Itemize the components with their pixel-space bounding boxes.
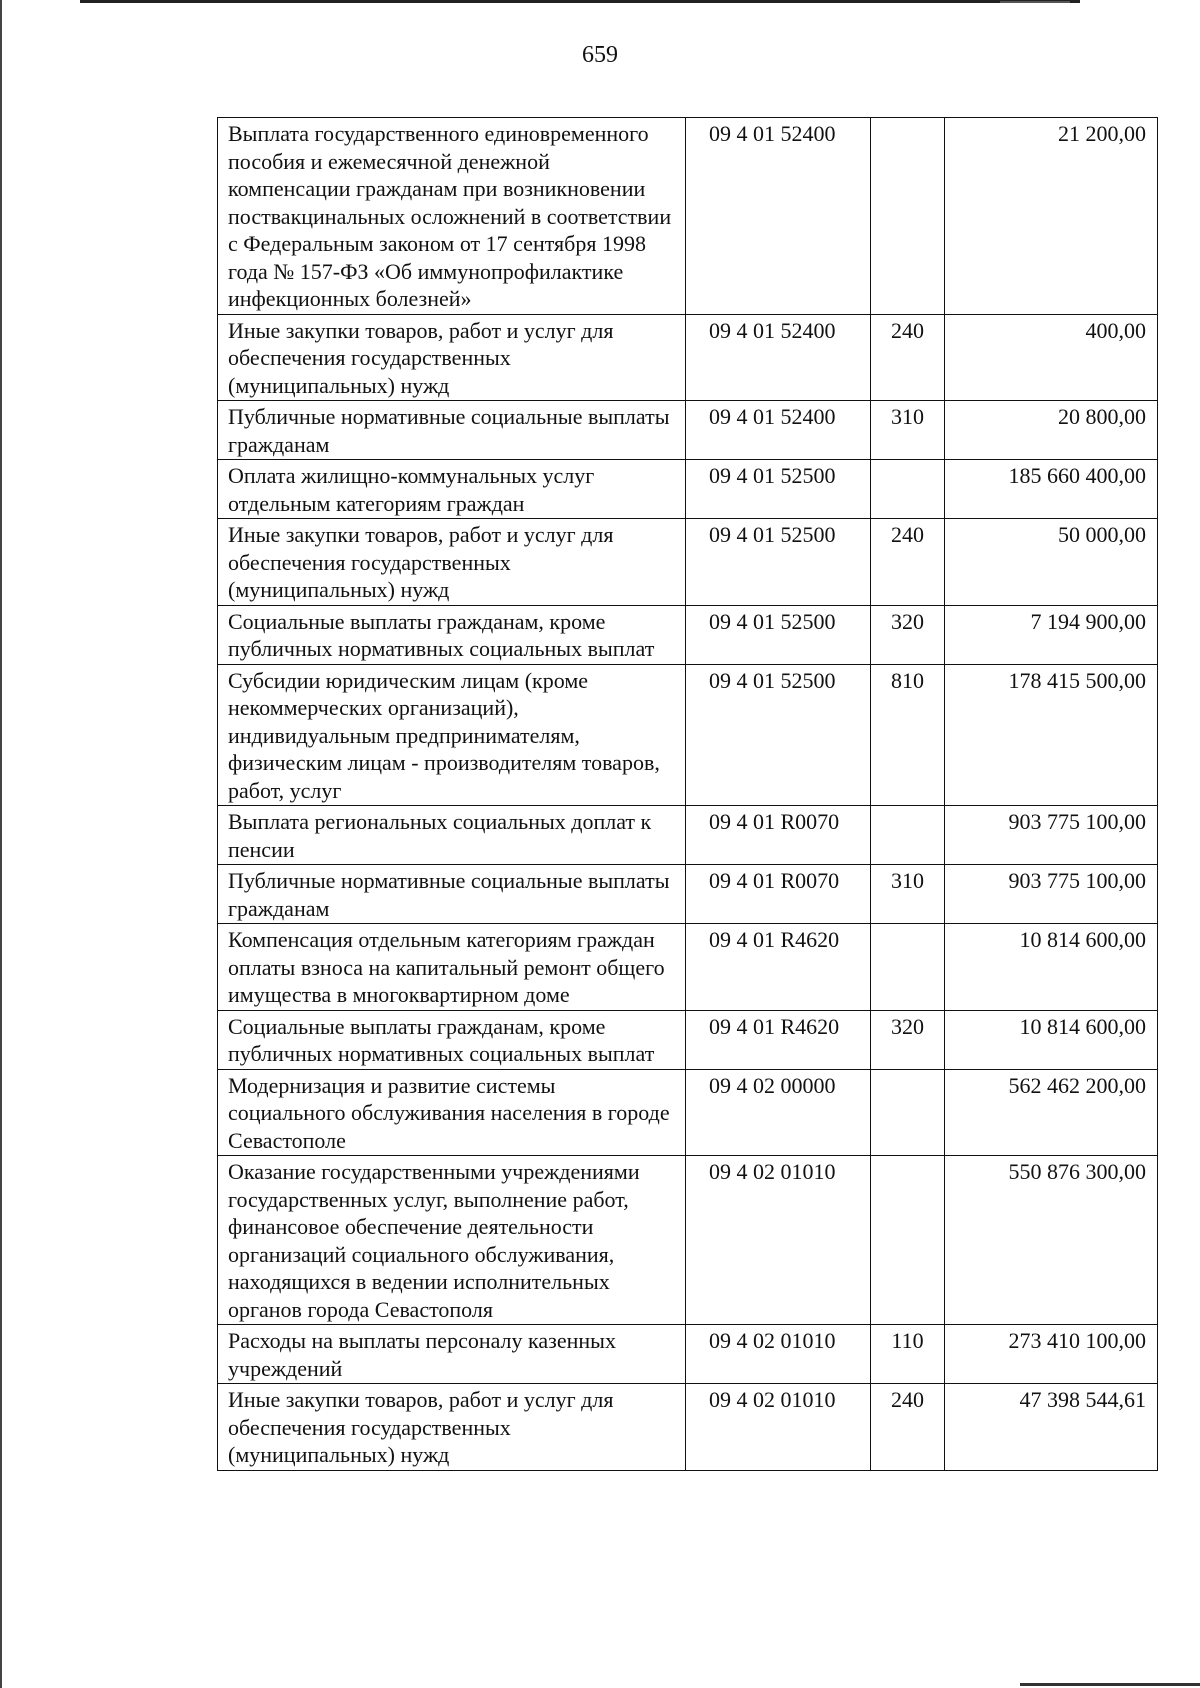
expense-name-cell: Оказание государственными учреждениями государственных услуг, выполнение работ, финансовое обеспечение деятельности организаций социального обслуживания, находящихся в ведении исполнительных органов города Севастополя xyxy=(218,1156,686,1325)
target-article-code-cell: 09 4 01 R0070 xyxy=(686,865,871,924)
amount-cell: 178 415 500,00 xyxy=(945,664,1158,806)
table-row xyxy=(218,118,1158,315)
target-article-code-cell: 09 4 01 52500 xyxy=(686,605,871,664)
budget-table xyxy=(217,117,1158,1471)
target-article-code-cell: 09 4 02 00000 xyxy=(686,1069,871,1156)
expense-name-cell: Субсидии юридическим лицам (кроме некоммерческих организаций), индивидуальным предпринимателям, физическим лицам - производителям товаров, работ, услуг xyxy=(218,664,686,806)
amount-cell: 903 775 100,00 xyxy=(945,806,1158,865)
amount-cell: 21 200,00 xyxy=(945,118,1158,315)
table-row xyxy=(218,1325,1158,1384)
expense-name-cell: Выплата региональных социальных доплат к пенсии xyxy=(218,806,686,865)
page-number: 659 xyxy=(582,42,618,68)
expense-type-code-cell xyxy=(871,1069,945,1156)
expense-name-cell: Социальные выплаты гражданам, кроме публичных нормативных социальных выплат xyxy=(218,605,686,664)
expense-name-cell: Иные закупки товаров, работ и услуг для обеспечения государственных (муниципальных) нужд xyxy=(218,314,686,401)
target-article-code-cell: 09 4 01 R4620 xyxy=(686,1010,871,1069)
target-article-code-cell: 09 4 02 01010 xyxy=(686,1156,871,1325)
expense-type-code-cell xyxy=(871,924,945,1011)
target-article-code-cell: 09 4 02 01010 xyxy=(686,1325,871,1384)
expense-type-code-cell xyxy=(871,118,945,315)
table-row xyxy=(218,460,1158,519)
scan-edge-bottom xyxy=(1020,1683,1200,1686)
amount-cell: 50 000,00 xyxy=(945,519,1158,606)
table-row xyxy=(218,1010,1158,1069)
scan-edge-top-right xyxy=(1000,1,1070,3)
table-row xyxy=(218,865,1158,924)
table-row xyxy=(218,1384,1158,1471)
scan-edge-left xyxy=(0,0,2,1688)
expense-name-cell: Расходы на выплаты персоналу казенных учреждений xyxy=(218,1325,686,1384)
target-article-code-cell: 09 4 01 R4620 xyxy=(686,924,871,1011)
target-article-code-cell: 09 4 01 R0070 xyxy=(686,806,871,865)
expense-name-cell: Компенсация отдельным категориям граждан оплаты взноса на капитальный ремонт общего имущества в многоквартирном доме xyxy=(218,924,686,1011)
expense-name-cell: Публичные нормативные социальные выплаты гражданам xyxy=(218,401,686,460)
expense-type-code-cell: 110 xyxy=(871,1325,945,1384)
amount-cell: 20 800,00 xyxy=(945,401,1158,460)
table-row xyxy=(218,806,1158,865)
expense-type-code-cell: 240 xyxy=(871,1384,945,1471)
expense-name-cell: Иные закупки товаров, работ и услуг для обеспечения государственных (муниципальных) нужд xyxy=(218,1384,686,1471)
target-article-code-cell: 09 4 01 52400 xyxy=(686,314,871,401)
amount-cell: 47 398 544,61 xyxy=(945,1384,1158,1471)
table-row xyxy=(218,605,1158,664)
amount-cell: 562 462 200,00 xyxy=(945,1069,1158,1156)
target-article-code-cell: 09 4 01 52400 xyxy=(686,401,871,460)
expense-name-cell: Иные закупки товаров, работ и услуг для обеспечения государственных (муниципальных) нужд xyxy=(218,519,686,606)
table-row xyxy=(218,924,1158,1011)
expense-type-code-cell: 810 xyxy=(871,664,945,806)
amount-cell: 400,00 xyxy=(945,314,1158,401)
target-article-code-cell: 09 4 01 52500 xyxy=(686,664,871,806)
expense-name-cell: Публичные нормативные социальные выплаты гражданам xyxy=(218,865,686,924)
table-row xyxy=(218,519,1158,606)
expense-type-code-cell xyxy=(871,460,945,519)
amount-cell: 550 876 300,00 xyxy=(945,1156,1158,1325)
target-article-code-cell: 09 4 01 52400 xyxy=(686,118,871,315)
target-article-code-cell: 09 4 02 01010 xyxy=(686,1384,871,1471)
expense-name-cell: Оплата жилищно-коммунальных услуг отдельным категориям граждан xyxy=(218,460,686,519)
expense-type-code-cell: 310 xyxy=(871,865,945,924)
expense-type-code-cell: 240 xyxy=(871,519,945,606)
table-row xyxy=(218,1156,1158,1325)
amount-cell: 273 410 100,00 xyxy=(945,1325,1158,1384)
table-row xyxy=(218,314,1158,401)
budget-table-body xyxy=(218,118,1158,1471)
target-article-code-cell: 09 4 01 52500 xyxy=(686,460,871,519)
expense-type-code-cell: 320 xyxy=(871,1010,945,1069)
expense-type-code-cell: 320 xyxy=(871,605,945,664)
expense-name-cell: Выплата государственного единовременного пособия и ежемесячной денежной компенсации гражданам при возникновении поствакцинальных осложнений в соответствии с Федеральным законом от 17 сентября 1998 года № 157-ФЗ «Об иммунопрофилактике инфекционных болезней» xyxy=(218,118,686,315)
amount-cell: 7 194 900,00 xyxy=(945,605,1158,664)
amount-cell: 903 775 100,00 xyxy=(945,865,1158,924)
expense-name-cell: Модернизация и развитие системы социального обслуживания населения в городе Севастополе xyxy=(218,1069,686,1156)
expense-type-code-cell: 310 xyxy=(871,401,945,460)
table-row xyxy=(218,664,1158,806)
expense-type-code-cell xyxy=(871,806,945,865)
amount-cell: 10 814 600,00 xyxy=(945,924,1158,1011)
expense-type-code-cell xyxy=(871,1156,945,1325)
expense-name-cell: Социальные выплаты гражданам, кроме публичных нормативных социальных выплат xyxy=(218,1010,686,1069)
scan-edge-top xyxy=(80,0,1080,3)
amount-cell: 185 660 400,00 xyxy=(945,460,1158,519)
expense-type-code-cell: 240 xyxy=(871,314,945,401)
table-row xyxy=(218,401,1158,460)
target-article-code-cell: 09 4 01 52500 xyxy=(686,519,871,606)
amount-cell: 10 814 600,00 xyxy=(945,1010,1158,1069)
table-row xyxy=(218,1069,1158,1156)
